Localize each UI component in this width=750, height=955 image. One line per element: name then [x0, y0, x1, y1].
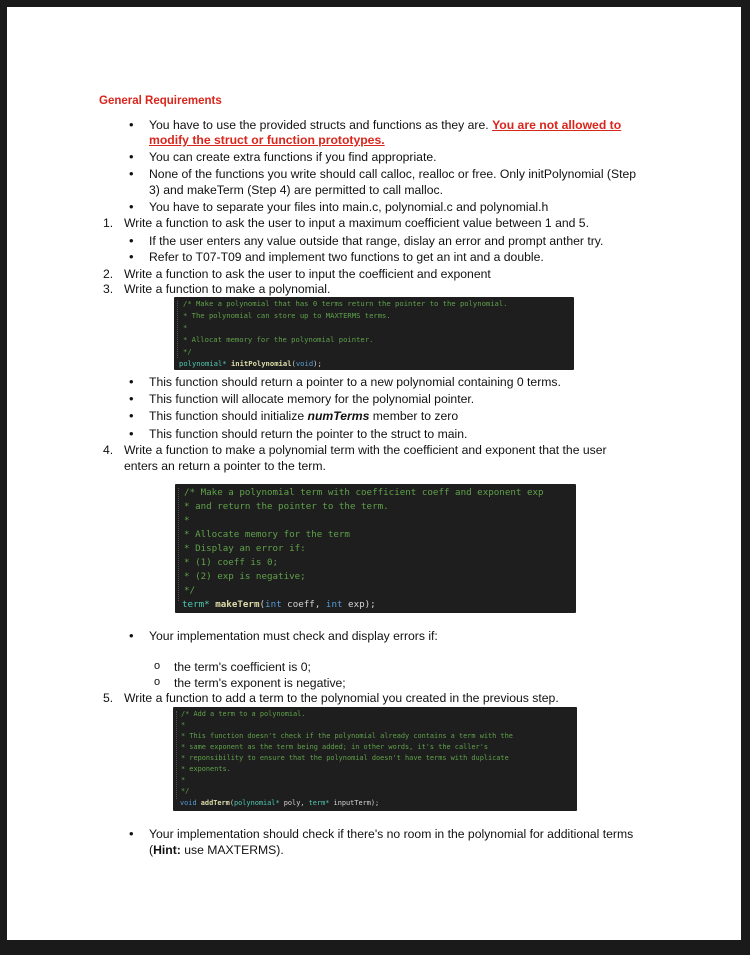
code-comment-line: /* Make a polynomial term with coefficient coeff and exponent exp	[184, 487, 544, 498]
code-signature-line	[179, 358, 322, 370]
step-number: 3.	[103, 282, 114, 296]
code-comment-line: * Allocat memory for the polynomial pointer.	[183, 335, 374, 344]
code-keyword: int	[265, 599, 282, 610]
step-5-bullet: • Your implementation should check if there's no room in the polynomial for additional terms	[149, 827, 633, 841]
code-comment-line: */	[181, 787, 190, 795]
code-comment-line: * (2) exp is negative;	[184, 571, 306, 582]
step-text: Write a function to add a term to the polynomial you created in the previous step.	[124, 691, 559, 705]
step-1	[103, 216, 589, 230]
step-2	[103, 267, 491, 281]
requirement-item-continued: 3) and makeTerm (Step 4) are permitted to call malloc.	[149, 183, 443, 197]
code-comment-line: *	[181, 721, 186, 729]
step-4-subbullet: o the term's coefficient is 0;	[174, 660, 311, 674]
step-number: 5.	[103, 691, 114, 705]
code-block-init-polynomial	[174, 297, 574, 370]
code-comment-line: *	[181, 776, 186, 784]
warning-text: You are not allowed to	[492, 118, 622, 132]
code-keyword: void	[295, 359, 314, 368]
code-comment-line: /* Make a polynomial that has 0 terms return the pointer to the polynomial.	[183, 299, 508, 308]
code-param: poly,	[279, 799, 309, 807]
code-punct: (	[259, 599, 266, 610]
general-requirements-heading: General Requirements	[99, 95, 222, 107]
step-4-bullet: • Your implementation must check and display errors if:	[149, 629, 438, 643]
step-1-bullet: • Refer to T07-T09 and implement two functions to get an int and a double.	[149, 250, 544, 264]
code-comment-line: * exponents.	[181, 765, 231, 773]
code-function-name: initPolynomial	[230, 359, 292, 368]
code-punct: );	[313, 359, 322, 368]
code-comment-line: * reponsibility to ensure that the polynomial doesn't have terms with duplicate	[181, 754, 509, 762]
code-gutter	[177, 301, 178, 358]
document-page	[7, 7, 741, 940]
code-comment-line: /* Add a term to a polynomial.	[181, 710, 306, 718]
requirement-item	[149, 118, 621, 132]
step-3-bullet: • This function should return the pointer to the struct to main.	[149, 427, 467, 441]
code-comment-line: */	[183, 347, 192, 356]
code-signature-line	[180, 798, 379, 810]
step-3-bullet: • This function will allocate memory for the polynomial pointer.	[149, 392, 474, 406]
code-return-type: void	[180, 799, 197, 807]
warning-text: modify the struct or function prototypes.	[149, 133, 385, 147]
requirement-item: • None of the functions you write should call calloc, realloc or free. Only initPolynomial (Step	[149, 167, 636, 181]
code-param: coeff,	[281, 599, 326, 610]
code-function-name: addTerm	[200, 799, 230, 807]
code-return-type: polynomial*	[179, 359, 227, 368]
code-comment-line: * The polynomial can store up to MAXTERMS terms.	[183, 311, 391, 320]
step-number: 2.	[103, 267, 114, 281]
code-comment-line: * This function doesn't check if the polynomial already contains a term with the	[181, 732, 513, 740]
step-4-continued: enters an return a pointer to the term.	[124, 459, 326, 473]
code-comment-line: * Display an error if:	[184, 543, 306, 554]
code-param: inputTerm);	[329, 799, 380, 807]
code-comment-line: *	[183, 323, 188, 332]
step-4	[103, 443, 607, 457]
step-text: Write a function to ask the user to input a maximum coefficient value between 1 and 5.	[124, 216, 589, 230]
code-param: exp);	[342, 599, 376, 610]
requirement-text: You have to use the provided structs and functions as they are.	[149, 118, 489, 132]
step-5-bullet-continued	[149, 843, 284, 857]
code-punct: (	[291, 359, 296, 368]
hint-punct: (	[149, 843, 154, 857]
step-5	[103, 691, 559, 705]
step-text: Write a function to ask the user to input the coefficient and exponent	[124, 267, 491, 281]
code-comment-line: * Allocate memory for the term	[184, 529, 350, 540]
code-comment-line: * and return the pointer to the term.	[184, 501, 389, 512]
code-block-make-term	[175, 484, 576, 613]
step-text: Write a function to make a polynomial.	[124, 282, 331, 296]
step-4-subbullet: o the term's exponent is negative;	[174, 676, 346, 690]
step-number: 4.	[103, 443, 114, 457]
code-comment-line: *	[184, 515, 190, 526]
step-number: 1.	[103, 216, 114, 230]
step-text: Write a function to make a polynomial term with the coefficient and exponent that the user	[124, 443, 607, 457]
code-signature-line	[182, 598, 376, 612]
code-gutter	[178, 488, 179, 601]
step-1-bullet: • If the user enters any value outside that range, dislay an error and prompt anther try.	[149, 234, 603, 248]
step-3-bullet: • This function should return a pointer to a new polynomial containing 0 terms.	[149, 375, 561, 389]
requirement-item: • You can create extra functions if you find appropriate.	[149, 150, 437, 164]
code-keyword: int	[325, 599, 343, 610]
step-3-bullet	[149, 409, 458, 423]
step-3	[103, 282, 331, 296]
code-type: polynomial*	[233, 799, 280, 807]
code-block-add-term	[173, 707, 577, 811]
code-comment-line: * (1) coeff is 0;	[184, 557, 279, 568]
code-function-name: makeTerm	[215, 599, 260, 610]
code-type: term*	[308, 799, 330, 807]
code-return-type: term*	[182, 599, 210, 610]
code-gutter	[176, 711, 177, 799]
requirement-item-continued	[149, 133, 385, 147]
bullet-text: This function should initialize	[149, 409, 305, 423]
emphasis-text: numTerms	[307, 409, 370, 423]
hint-label: Hint:	[153, 843, 181, 857]
bullet-text: member to zero	[372, 409, 459, 423]
code-comment-line: */	[184, 585, 196, 596]
code-comment-line: * same exponent as the term being added; in other words, it's the caller's	[181, 743, 488, 751]
hint-text: use MAXTERMS).	[180, 843, 284, 857]
requirement-item: • You have to separate your files into main.c, polynomial.c and polynomial.h	[149, 200, 548, 214]
code-punct: (	[229, 799, 234, 807]
